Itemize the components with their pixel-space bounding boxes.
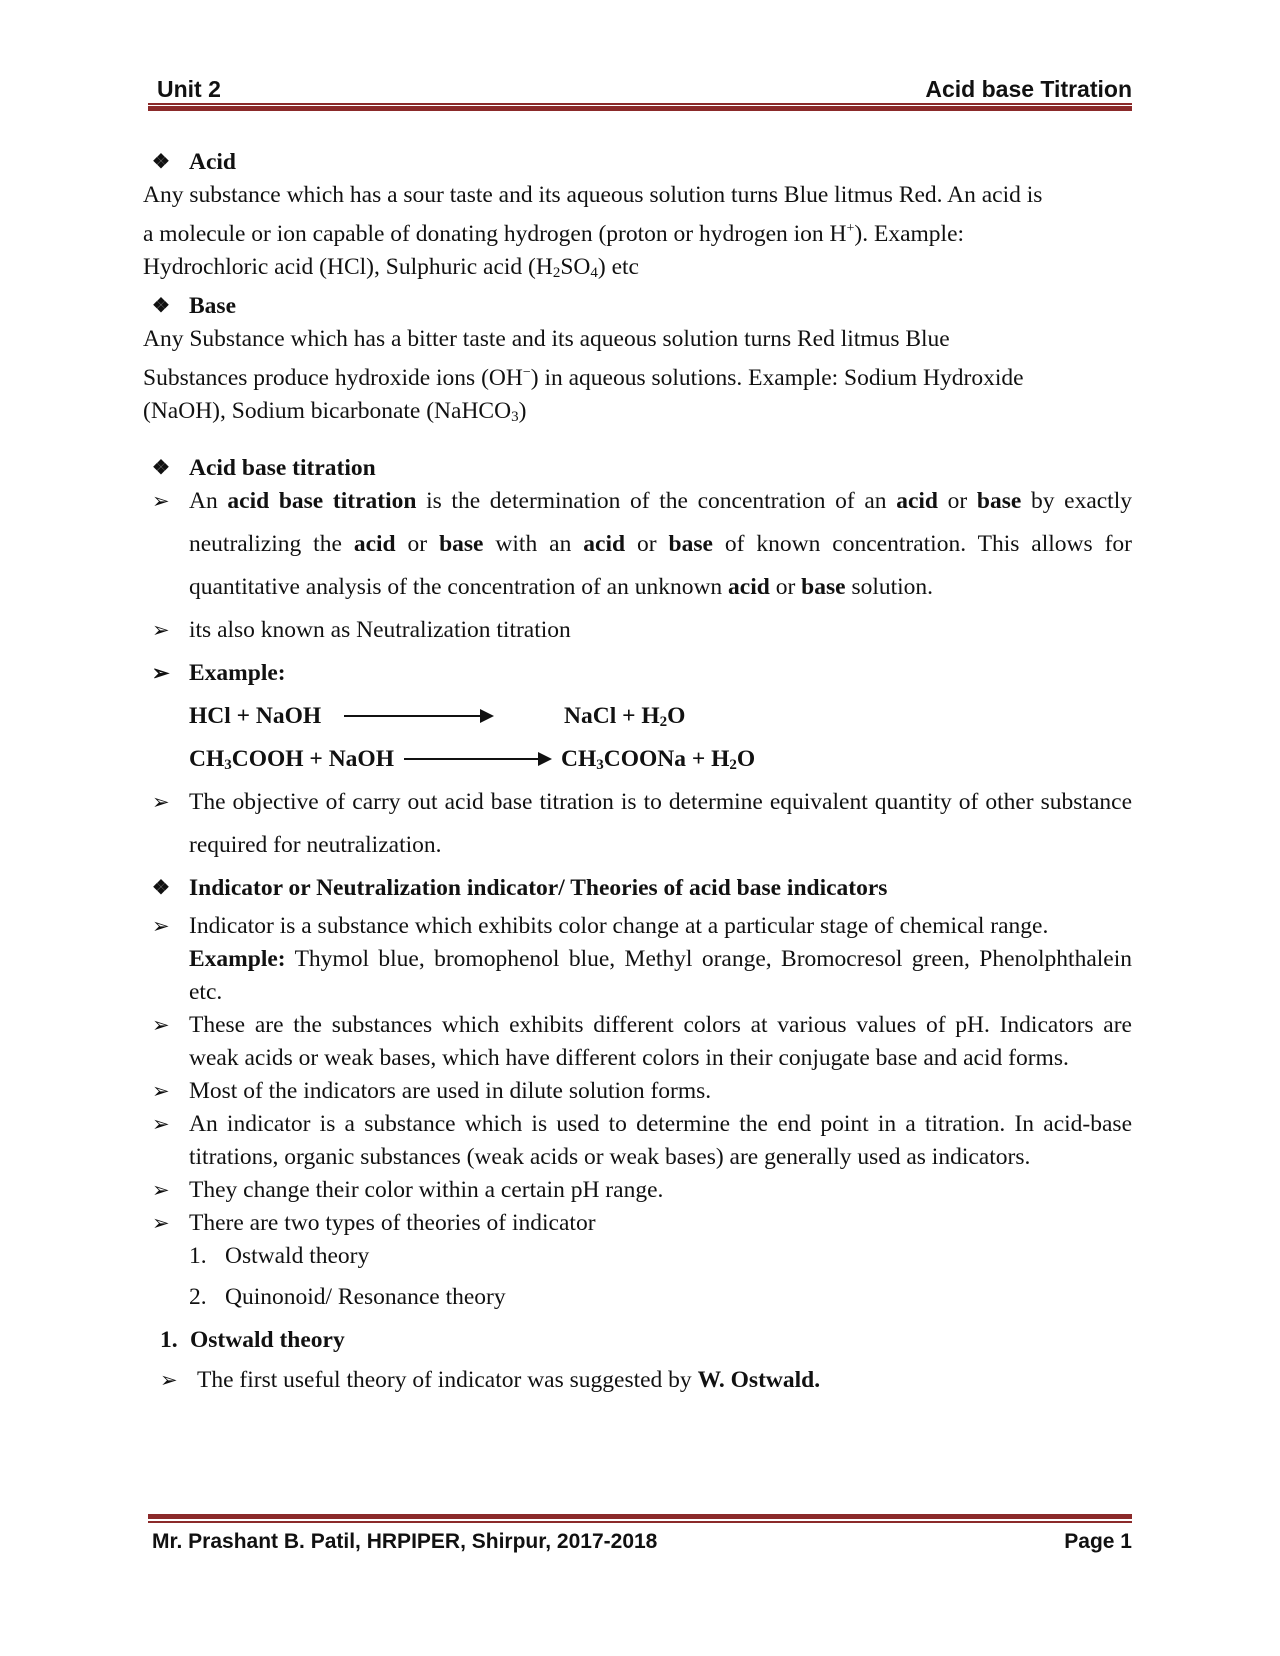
arrow-bullet-icon: ➢ bbox=[152, 1178, 170, 1202]
titration-definition: ➢ An acid base titration is the determination of the concentration of an acid or base by exactly neutralizing the acid or base with an acid or base of known concentration. This allows for quantitative analysis of the concentration of an unknown acid or base solution. bbox=[152, 480, 1132, 609]
equation-acetic-naoh bbox=[152, 738, 1132, 781]
acid-base-titration-heading: ❖ Acid base titration bbox=[152, 452, 1132, 485]
arrow-bullet-icon: ➢ bbox=[152, 790, 170, 814]
indicator-bullet: ➢ They change their color within a certain pH range. bbox=[152, 1174, 1132, 1207]
arrow-bullet-icon: ➢ bbox=[152, 661, 170, 685]
ostwald-heading: 1. Ostwald theory bbox=[160, 1327, 345, 1353]
arrow-bullet-icon: ➢ bbox=[152, 1013, 170, 1037]
document-body bbox=[143, 146, 1133, 1402]
footer-page-number: Page 1 bbox=[1064, 1530, 1132, 1553]
base-definition: Any Substance which has a bitter taste and its aqueous solution turns Red litmus Blue Substances produce hydroxide ions (OH−) in aqueous solutions. Example: Sodium Hydroxide (NaOH), Sodium bicarbonate (NaHCO$_3$) bbox=[143, 326, 1024, 425]
indicator-bullet: ➢ These are the substances which exhibits different colors at various values of pH. Indicators are weak acids or weak bases, which have different colors in their conjugate base and acid forms. bbox=[152, 1009, 1132, 1075]
diamond-bullet-icon: ❖ bbox=[152, 877, 170, 899]
page-footer bbox=[152, 1530, 1132, 1562]
indicator-bullet: ➢ Indicator is a substance which exhibits color change at a particular stage of chemical range. Example: Thymol blue, bromophenol blue, Methyl orange, Bromocresol green, Phenolphthalein etc. bbox=[152, 910, 1132, 1009]
theory-list-item: 2. Quinonoid/ Resonance theory bbox=[189, 1284, 506, 1310]
header-unit: Unit 2 bbox=[157, 76, 221, 102]
arrow-bullet-icon: ➢ bbox=[152, 914, 170, 938]
arrow-bullet-icon: ➢ bbox=[152, 1112, 170, 1136]
arrow-bullet-icon: ➢ bbox=[152, 1211, 170, 1235]
titration-objective: ➢ The objective of carry out acid base titration is to determine equivalent quantity of other substance required for neutralization. bbox=[152, 781, 1132, 867]
footer-author: Mr. Prashant B. Patil, HRPIPER, Shirpur, 2017-2018 bbox=[152, 1530, 658, 1553]
diamond-bullet-icon: ❖ bbox=[152, 457, 170, 479]
ostwald-bullet: ➢ The first useful theory of indicator was suggested by W. Ostwald. bbox=[152, 1359, 1132, 1402]
indicator-bullet: ➢ Most of the indicators are used in dilute solution forms. bbox=[152, 1075, 1132, 1108]
indicator-heading: ❖ Indicator or Neutralization indicator/ Theories of acid base indicators bbox=[152, 867, 1132, 910]
diamond-bullet-icon: ❖ bbox=[152, 295, 170, 317]
footer-rule-thick bbox=[148, 1514, 1132, 1519]
indicator-bullet: ➢ There are two types of theories of indicator bbox=[152, 1207, 1132, 1240]
arrow-bullet-icon: ➢ bbox=[160, 1368, 178, 1392]
base-heading: ❖ Base bbox=[152, 290, 1132, 323]
equation-rhs: NaCl + $H_2O$ bbox=[564, 703, 686, 730]
neutralization-note: ➢ its also known as Neutralization titration bbox=[152, 609, 1132, 652]
example-label: ➢ Example: bbox=[152, 652, 1132, 695]
equation-hcl-naoh bbox=[152, 695, 1132, 738]
header-rule-thick bbox=[148, 106, 1132, 111]
equation-rhs: $CH_3COONa + H_2O$ bbox=[561, 746, 756, 773]
theory-list-item: 1. Ostwald theory bbox=[189, 1243, 370, 1269]
diamond-bullet-icon: ❖ bbox=[152, 151, 170, 173]
equation-lhs: HCl + NaOH bbox=[189, 703, 322, 729]
header-title: Acid base Titration bbox=[925, 76, 1132, 102]
reaction-arrow-icon bbox=[404, 758, 550, 760]
acid-definition: Any substance which has a sour taste and its aqueous solution turns Blue litmus Red. An acid is a molecule or ion capable of donating hydrogen (proton or hydrogen ion H+). Example: Hydrochloric acid (HCl), Sulphuric acid $(H_2SO_4)$ etc bbox=[143, 182, 1043, 281]
footer-rule-thin bbox=[148, 1521, 1132, 1523]
reaction-arrow-icon bbox=[344, 715, 492, 717]
equation-lhs: $CH_3COOH$ + NaOH bbox=[189, 746, 394, 773]
header-rule-thin bbox=[148, 103, 1132, 105]
arrow-bullet-icon: ➢ bbox=[152, 618, 170, 642]
arrow-bullet-icon: ➢ bbox=[152, 489, 170, 513]
arrow-bullet-icon: ➢ bbox=[152, 1079, 170, 1103]
indicator-bullet: ➢ An indicator is a substance which is used to determine the end point in a titration. In acid-base titrations, organic substances (weak acids or weak bases) are generally used as indicators. bbox=[152, 1108, 1132, 1174]
acid-heading: ❖ Acid bbox=[152, 146, 1132, 179]
